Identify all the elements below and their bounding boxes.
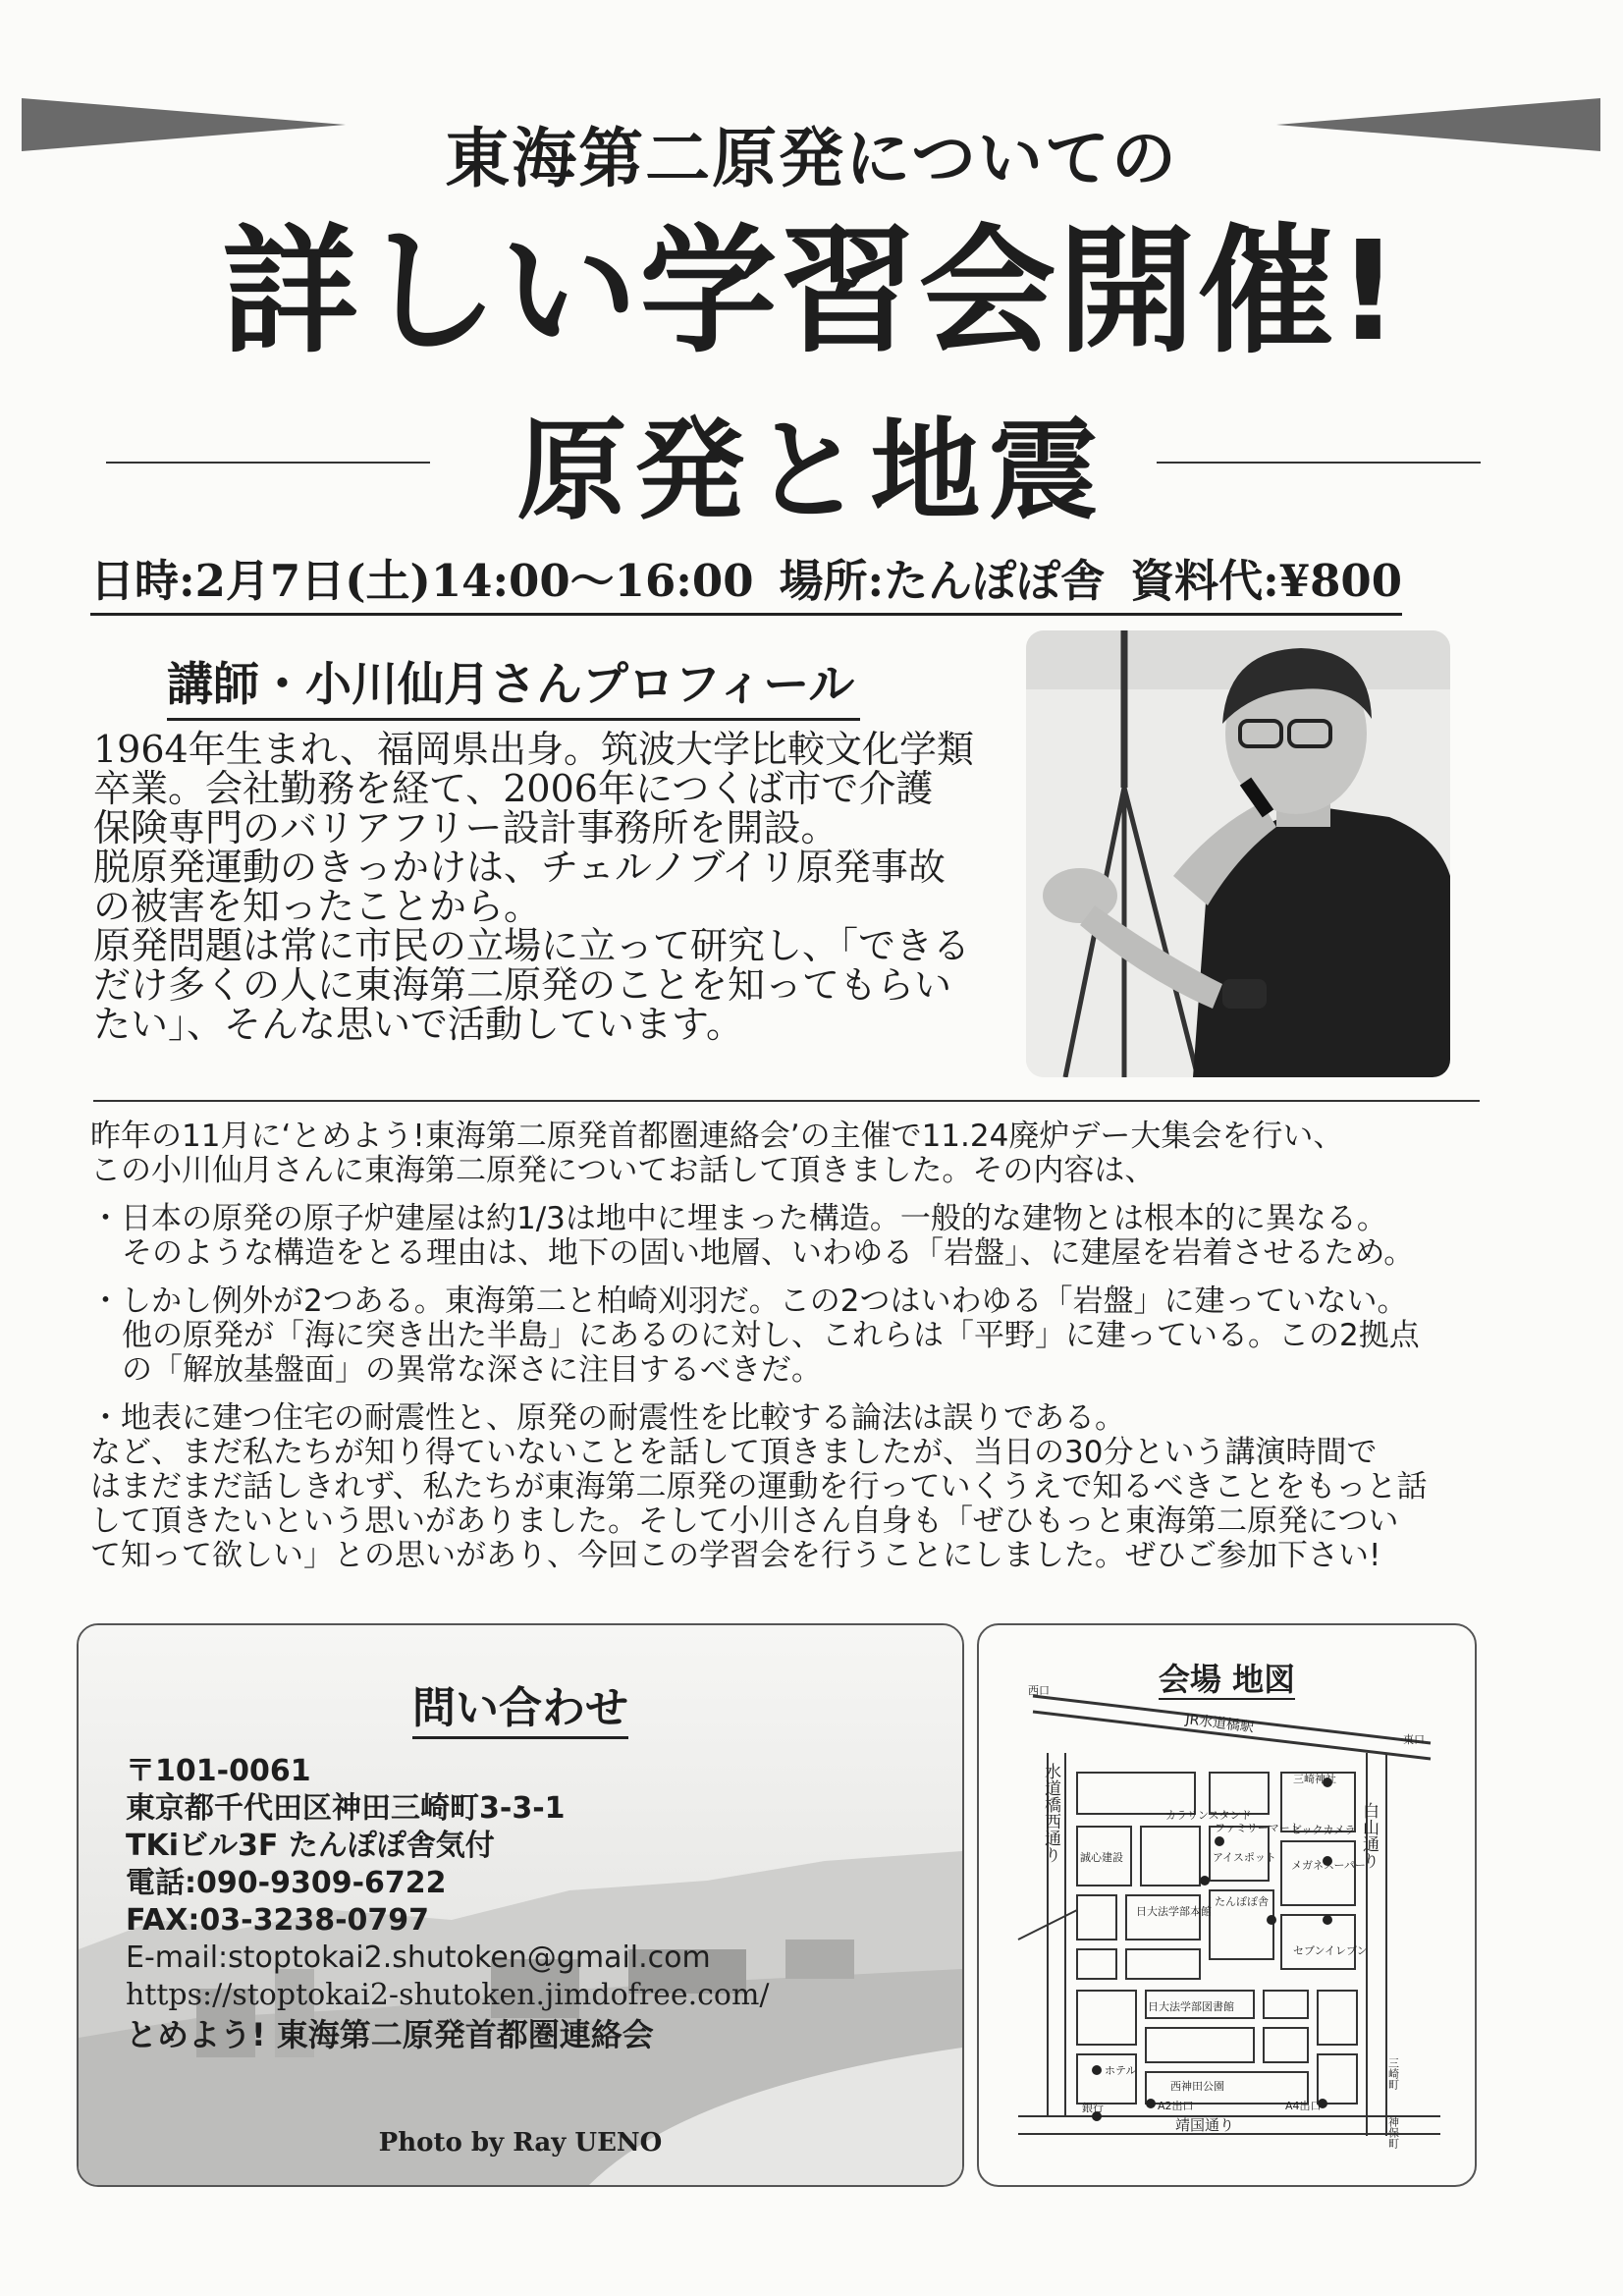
subtitle: 原発と地震 [516,408,1107,535]
map-label-hotel: ホテル [1105,2064,1137,2077]
map-label-nishikanda-park: 西神田公園 [1170,2080,1224,2093]
map-label-jr: JR水道橋駅 [1184,1712,1255,1736]
map-marker [1323,1915,1332,1925]
article-line: して頂きたいという思いがありました。そして小川さん自身も「ぜひもっと東海第二原発につい [90,1503,1399,1539]
article-body [90,1120,1494,1573]
profile-line: の被害を知ったことから。 [93,885,542,928]
map-marker [1215,1836,1224,1846]
map-box [977,1623,1477,2187]
profile-line: 保険専門のバリアフリー設計事務所を開設。 [93,806,839,849]
map-marker [1200,1876,1210,1886]
map-label-tanpopo: たんぽぽ舎 [1215,1895,1269,1908]
map-label-aisu: アイスポット [1213,1851,1276,1864]
article-line: など、まだ私たちが知り得ていないことを話して頂きましたが、当日の30分という講演時間で [90,1435,1378,1470]
map-label-nichidai: 日大法学部本館 [1136,1905,1212,1918]
contact-heading-text: 問い合わせ [412,1683,628,1739]
article-bullet: ・日本の原発の原子炉建屋は約1/3は地中に埋まった構造。一般的な建物とは根本的に異なる。 [90,1201,1387,1236]
map-label-misaki-shrine: 三崎神社 [1293,1773,1336,1785]
section-divider [93,1100,1480,1102]
contact-details [126,1753,770,2053]
map-label-a4: A4出口 [1285,2100,1322,2112]
contact-org: とめよう! 東海第二原発首都圏連絡会 [126,2016,654,2053]
article-line: 昨年の11月に‘とめよう!東海第二原発首都圏連絡会’の主催で11.24廃炉デー大集会を行い、 [90,1119,1344,1154]
contact-postal: 〒101-0061 [126,1754,311,1788]
article-bullet-cont: そのような構造をとる理由は、地下の固い地層、いわゆる「岩盤」、に建屋を岩着させるため。 [122,1235,1415,1271]
article-bullet: ・しかし例外が2つある。東海第二と柏崎刈羽だ。この2つはいわゆる「岩盤」に建っていない。 [90,1284,1408,1319]
map-title-text: 会場 地図 [1158,1661,1296,1698]
map-label-hakusan: 白山通り [1359,1802,1379,1869]
photo-credit: Photo by Ray UENO [378,2128,663,2158]
contact-address1: 東京都千代田区神田三崎町3-3-1 [126,1791,566,1826]
map-label-mega: メガネスーパー [1291,1859,1366,1872]
profile-line: たい」、そんな思いで活動しています。 [93,1003,743,1046]
contact-heading [79,1672,962,1735]
article-bullet: ・地表に建つ住宅の耐震性と、原発の耐震性を比較する論法は誤りである。 [90,1400,1125,1436]
profile-heading: 講師・小川仙月さんプロフィール [167,648,860,721]
heading-line1: 東海第二原発についての [445,121,1178,196]
article-line: この小川仙月さんに東海第二原発についてお話して頂きました。その内容は、 [90,1153,1156,1188]
map-label-misakicho: 三崎町 [1386,2057,1400,2090]
map-marker [1146,2099,1156,2108]
map-label-higashiguchi: 東口 [1403,1733,1425,1746]
map-label-family: ファミリーマート [1215,1822,1301,1834]
contact-address2: TKiビル3F たんぽぽ舎気付 [126,1829,495,1863]
map-label-suidobashi-nishi: 水道橋西通り [1041,1763,1060,1863]
venue-map [979,1625,1475,2185]
map-label-yasukuni: 靖国通り [1175,2116,1235,2134]
profile-line: 1964年生まれ、福岡県出身。筑波大学比較文化学類 [93,728,974,771]
main-title: 詳しい学習会開催! [221,212,1402,372]
map-label-bic: ビックカメラ [1291,1824,1356,1836]
event-datetime: 日時:2月7日(土)14:00〜16:00 [90,555,754,607]
profile-line: 原発問題は常に市民の立場に立って研究し、「できる [93,924,971,967]
contact-fax: FAX:03-3238-0797 [126,1903,430,1938]
article-line: て知って欲しい」との思いがあり、今回この学習会を行うことにしました。ぜひご参加下さい! [90,1538,1381,1573]
map-label-nishiguchi: 西口 [1028,1684,1050,1697]
map-label-jinbocho: 神保町 [1386,2116,1400,2149]
map-marker [1267,1915,1276,1925]
contact-email[interactable]: E-mail:stoptokai2.shutoken@gmail.com [126,1941,711,1975]
map-label-seven: セブンイレブン [1293,1944,1368,1957]
contact-url[interactable]: https://stoptokai2-shutoken.jimdofree.com/ [126,1978,770,2012]
event-fee: 資料代:¥800 [1130,555,1403,607]
event-info [90,545,1402,616]
speaker-photo [1026,630,1450,1077]
map-label-nichidai-lib: 日大法学部図書館 [1148,2000,1234,2013]
article-bullet-cont: の「解放基盤面」の異常な深さに注目するべきだ。 [122,1352,822,1388]
map-label-sekkai: 誠心建設 [1080,1851,1123,1864]
profile-line: だけ多くの人に東海第二原発のことを知ってもらい [93,963,952,1007]
profile-line: 卒業。会社勤務を経て、2006年につくば市で介護 [93,767,934,810]
profile-line: 脱原発運動のきっかけは、チェルノブイリ原発事故 [93,846,946,889]
map-label-ginko: 銀行 [1082,2102,1104,2114]
article-bullet-cont: 他の原発が「海に突き出た半島」にあるのに対し、これらは「平野」に建っている。この2拠点 [122,1318,1420,1353]
profile-body [93,730,1011,1044]
contact-phone: 電話:090-9309-6722 [126,1866,447,1900]
map-label-a2: A2出口 [1158,2100,1194,2112]
event-place: 場所:たんぽぽ舎 [779,555,1106,607]
article-line: はまだまだ話しきれず、私たちが東海第二原発の運動を行っていくうえで知るべきことをもっと話 [90,1469,1428,1504]
map-marker [1092,2065,1102,2075]
map-label-karin: カラリンスタンド [1165,1809,1252,1822]
contact-box [77,1623,964,2187]
